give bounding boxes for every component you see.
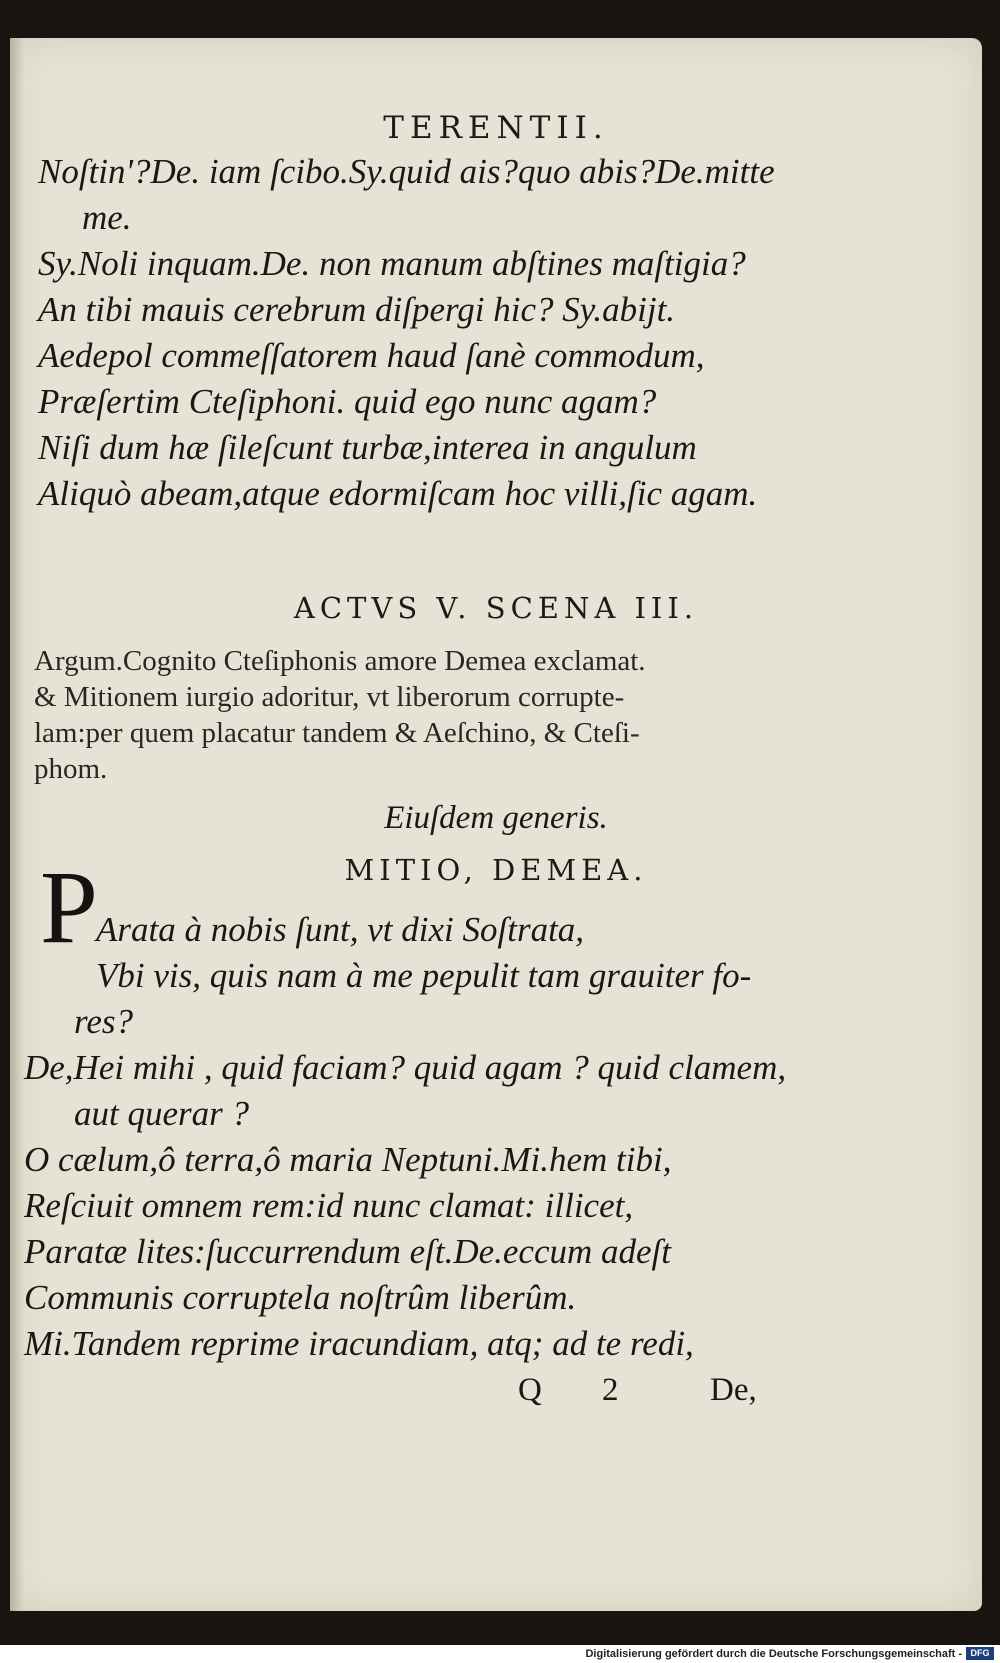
verse-line: aut querar ?	[74, 1094, 249, 1133]
verse-line: Niſi dum hæ ſileſcunt turbæ,interea in angulum	[38, 428, 697, 467]
drop-capital: P	[40, 850, 98, 965]
argument-line: Argum.Cognito Cteſiphonis amore Demea exclamat.	[34, 645, 646, 677]
scene-heading: ACTVS V. SCENA III.	[293, 591, 699, 625]
verse-line: Mi.Tandem reprime iracundiam, atq; ad te redi,	[24, 1324, 694, 1363]
argument-line: & Mitionem iurgio adoritur, vt liberorum corrupte-	[34, 681, 625, 713]
dramatis-personae: MITIO, DEMEA.	[344, 853, 648, 887]
verse-line: res?	[74, 1002, 133, 1041]
verse-line: Aliquò abeam,atque edormiſcam hoc villi,ſic agam.	[38, 474, 758, 513]
signature-mark: Q	[518, 1372, 542, 1408]
footer-credit: Digitalisierung gefördert durch die Deutsche Forschungsgemeinschaft -	[585, 1648, 962, 1660]
verse-line: Paratæ lites:ſuccurrendum eſt.De.eccum adeſt	[24, 1232, 672, 1271]
catchword: De,	[710, 1372, 757, 1408]
verse-line: Arata à nobis ſunt, vt dixi Soſtrata,	[96, 910, 585, 949]
verse-line: An tibi mauis cerebrum diſpergi hic? Sy.abijt.	[38, 290, 676, 329]
verse-line: Sy.Noli inquam.De. non manum abſtines maſtigia?	[38, 244, 746, 283]
running-title: TERENTII.	[383, 110, 609, 146]
verse-line: Aedepol commeſſatorem haud ſanè commodum,	[38, 336, 705, 375]
verse-line: Reſciuit omnem rem:id nunc clamat: illicet,	[24, 1186, 634, 1225]
argument-line: phom.	[34, 753, 108, 785]
book-page	[10, 38, 982, 1611]
verse-line: O cælum,ô terra,ô maria Neptuni.Mi.hem tibi,	[24, 1140, 672, 1179]
meter-note: Eiuſdem generis.	[384, 800, 608, 836]
verse-line: Communis corruptela noſtrûm liberûm.	[24, 1278, 577, 1317]
argument-line: lam:per quem placatur tandem & Aeſchino, & Cteſi-	[34, 717, 640, 749]
verse-line: De,Hei mihi , quid faciam? quid agam ? quid clamem,	[24, 1048, 787, 1087]
verse-line: Præſertim Cteſiphoni. quid ego nunc agam?	[38, 382, 657, 421]
dfg-logo: DFG	[966, 1647, 994, 1660]
verse-line: Noſtin'?De. iam ſcibo.Sy.quid ais?quo abis?De.mitte	[38, 152, 775, 191]
verse-line: Vbi vis, quis nam à me pepulit tam grauiter fo-	[96, 956, 752, 995]
verse-line: me.	[82, 198, 132, 237]
signature-number: 2	[602, 1372, 619, 1408]
